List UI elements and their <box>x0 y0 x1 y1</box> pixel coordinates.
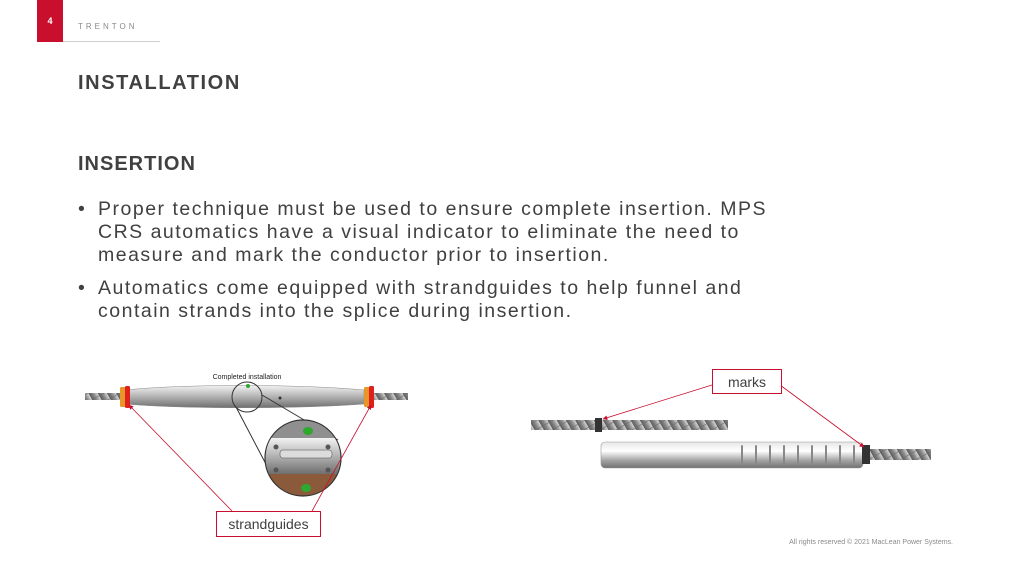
bullet-line: CRS automatics have a visual indicator to eliminate the need to <box>98 221 740 243</box>
zoom-detail <box>262 418 344 498</box>
completed-installation-figure <box>85 374 408 511</box>
callout-arrow <box>780 385 864 447</box>
conductor-left <box>85 393 125 400</box>
conductor-right <box>372 393 408 400</box>
bullet-line: Proper technique must be used to ensure complete insertion. MPS <box>98 198 767 220</box>
callout-arrow <box>603 385 712 419</box>
green-marker <box>301 484 311 492</box>
marks-figure <box>531 385 931 468</box>
bullet-icon: • <box>78 277 87 299</box>
page-number: 4 <box>37 0 63 42</box>
section-heading: INSERTION <box>78 153 196 175</box>
bullet-line: measure and mark the conductor prior to insertion. <box>98 244 610 266</box>
brand-name: TRENTON <box>78 22 138 31</box>
strandguide-left-red <box>125 386 130 408</box>
conductor-mark-lower <box>862 445 870 464</box>
conductor-upper <box>531 420 728 430</box>
green-marker <box>303 427 313 435</box>
conductor-lower <box>866 449 931 460</box>
bullet-icon: • <box>78 198 87 220</box>
splice-sleeve <box>126 386 364 408</box>
strandguides-callout: strandguides <box>216 511 321 537</box>
indicator-dot <box>279 397 282 400</box>
completed-installation-label: Completed installation <box>212 374 282 381</box>
bullet-line: Automatics come equipped with strandguides to help funnel and <box>98 277 743 299</box>
page-title: INSTALLATION <box>78 72 241 94</box>
strandguide-right-red <box>369 386 374 408</box>
conductor-mark-upper <box>595 418 602 432</box>
green-indicator <box>246 384 250 388</box>
zoom-leader-line <box>236 407 268 468</box>
copyright-footer: All rights reserved © 2021 MacLean Power Systems. <box>789 539 953 546</box>
callout-arrow <box>129 405 232 511</box>
marks-callout: marks <box>712 369 782 394</box>
bullet-line: contain strands into the splice during insertion. <box>98 300 573 322</box>
splice-tube <box>601 442 863 468</box>
